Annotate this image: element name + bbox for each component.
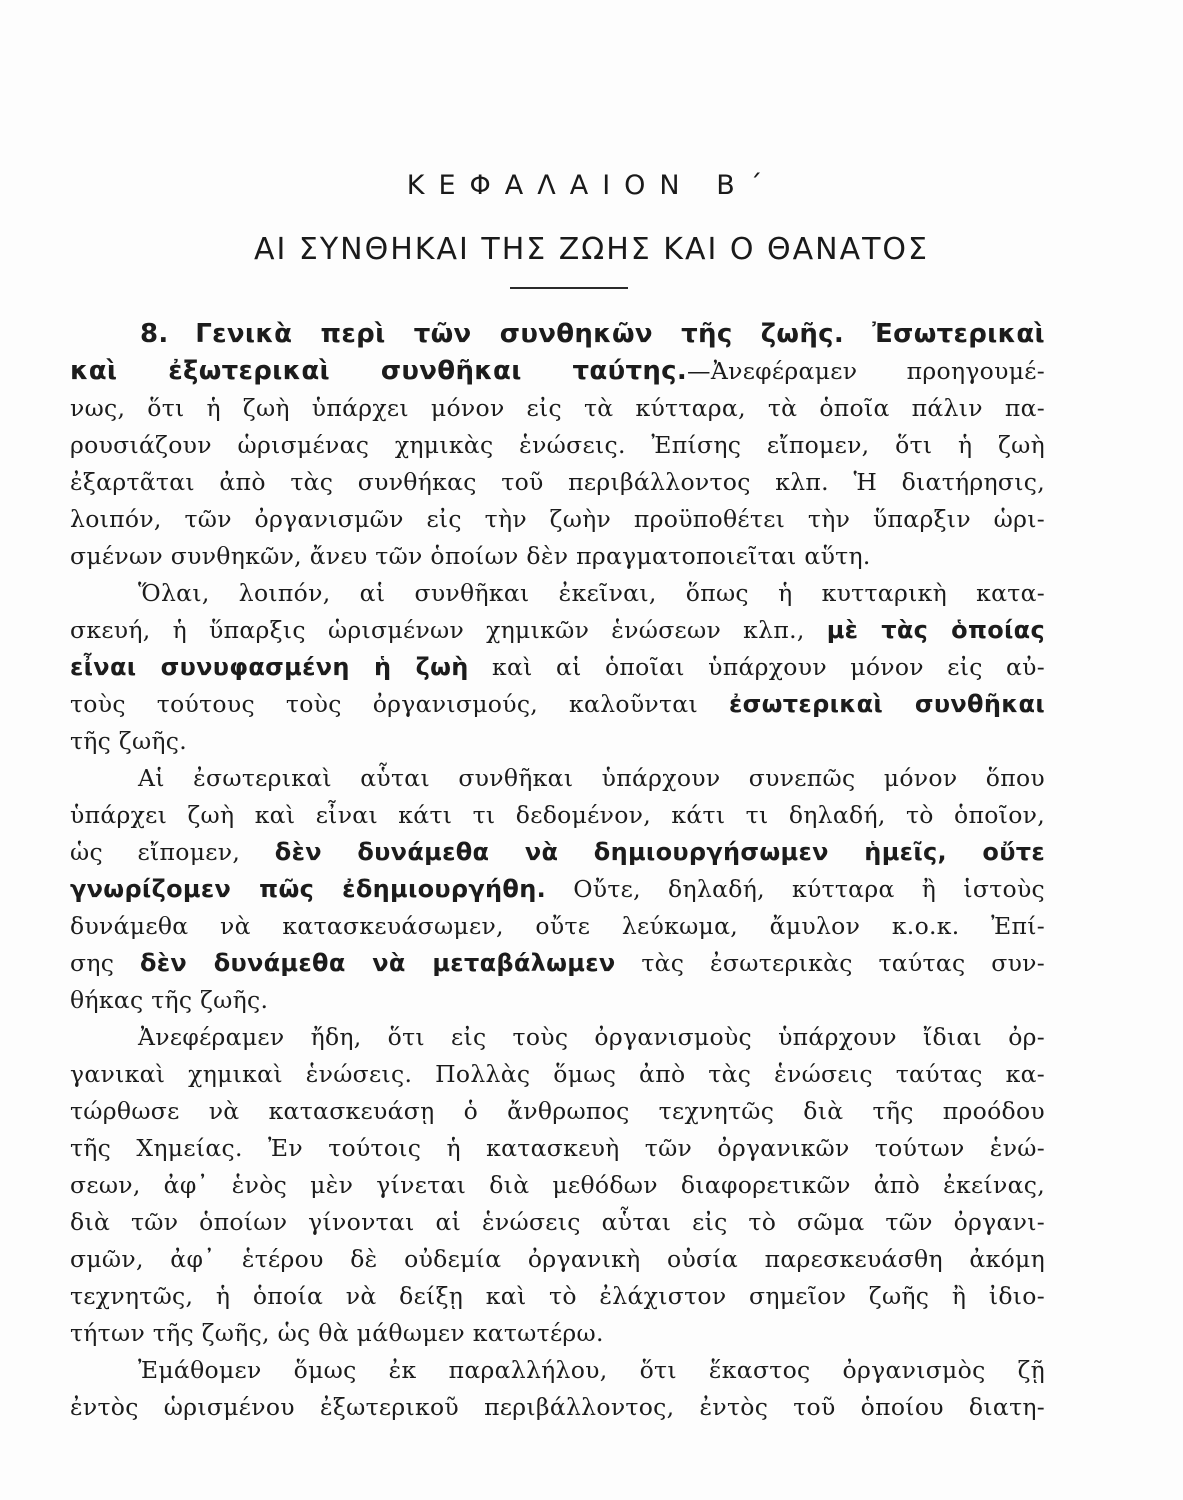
text-line: τῆς ζωῆς. bbox=[70, 727, 188, 755]
section-heading: Γενικὰ περὶ τῶν συνθηκῶν τῆς ζωῆς. Ἐσωτερικαὶ bbox=[195, 319, 1045, 349]
text-line: σμῶν, ἀφ᾿ ἑτέρου δὲ οὐδεμία ὀργανικὴ οὐσία παρεσκευάσθη ἀκόμη bbox=[70, 1245, 1045, 1273]
text-line bbox=[70, 612, 1045, 649]
text-line: ἐντὸς ὡρισμένου ἐξωτερικοῦ περιβάλλοντος, ἐντὸς τοῦ ὁποίου διατη- bbox=[70, 1393, 1045, 1421]
text-line: Ὅλαι, λοιπόν, αἱ συνθῆκαι ἐκεῖναι, ὅπως ἡ κυτταρικὴ κατα- bbox=[138, 579, 1045, 607]
text-line: τῆς Χημείας. Ἐν τούτοις ἡ κατασκευὴ τῶν ὀργανικῶν τούτων ἑνώ- bbox=[70, 1134, 1045, 1162]
text-line bbox=[70, 353, 1045, 390]
text-line: λοιπόν, τῶν ὀργανισμῶν εἰς τὴν ζωὴν προϋποθέτει τὴν ὕπαρξιν ὡρι- bbox=[70, 505, 1045, 533]
text-line: σμένων συνθηκῶν, ἄνευ τῶν ὁποίων δὲν πραγματοποιεῖται αὕτη. bbox=[70, 542, 871, 570]
bold-span: γνωρίζομεν πῶς ἐδημιουργήθη. bbox=[70, 875, 547, 903]
text-line: τώρθωσε νὰ κατασκευάσῃ ὁ ἄνθρωπος τεχνητῶς διὰ τῆς προόδου bbox=[70, 1097, 1045, 1125]
text-span: Οὔτε, δηλαδή, κύτταρα ἢ ἱστοὺς bbox=[573, 875, 1045, 903]
text-line bbox=[70, 945, 1045, 982]
text-line bbox=[70, 834, 1045, 871]
text-line: ἐξαρτᾶται ἀπὸ τὰς συνθήκας τοῦ περιβάλλοντος κλπ. Ἡ διατήρησις, bbox=[70, 468, 1045, 496]
text-line: νως, ὅτι ἡ ζωὴ ὑπάρχει μόνον εἰς τὰ κύτταρα, τὰ ὁποῖα πάλιν πα- bbox=[70, 394, 1045, 422]
chapter-title: ΑΙ ΣΥΝΘΗΚΑΙ ΤΗΣ ΖΩΗΣ ΚΑΙ Ο ΘΑΝΑΤΟΣ bbox=[253, 232, 929, 267]
text-span: ὡς εἴπομεν, bbox=[70, 838, 241, 866]
text-line: δυνάμεθα νὰ κατασκευάσωμεν, οὔτε λεύκωμα, ἄμυλον κ.ο.κ. Ἐπί- bbox=[70, 912, 1045, 940]
text-line bbox=[70, 871, 1045, 908]
section-heading-line bbox=[70, 316, 1045, 353]
bold-span: δὲν δυνάμεθα νὰ δημιουργήσωμεν ἡμεῖς, οὔτε bbox=[274, 838, 1045, 866]
text-line: σεων, ἀφ᾿ ἑνὸς μὲν γίνεται διὰ μεθόδων διαφορετικῶν ἀπὸ ἐκείνας, bbox=[70, 1171, 1045, 1199]
text-span: τοὺς τούτους τοὺς ὀργανισμούς, καλοῦνται bbox=[70, 690, 698, 718]
text-line: γανικαὶ χημικαὶ ἑνώσεις. Πολλὰς ὅμως ἀπὸ τὰς ἑνώσεις ταύτας κα- bbox=[70, 1060, 1045, 1088]
text-span: καὶ αἱ ὁποῖαι ὑπάρχουν μόνον εἰς αὐ- bbox=[491, 653, 1045, 681]
text-span: σης bbox=[70, 949, 115, 977]
text-line: τεχνητῶς, ἡ ὁποία νὰ δείξῃ καὶ τὸ ἐλάχιστον σημεῖον ζωῆς ἢ ἰδιο- bbox=[70, 1282, 1045, 1310]
chapter-label: ΚΕΦΑΛΑΙΟΝ Β΄ bbox=[406, 170, 777, 201]
bold-span: μὲ τὰς ὁποίας bbox=[826, 616, 1045, 644]
bold-span: εἶναι συνυφασμένη ἡ ζωὴ bbox=[70, 653, 469, 681]
bold-span: δὲν δυνάμεθα νὰ μεταβάλωμεν bbox=[139, 949, 616, 977]
text-line: ὑπάρχει ζωὴ καὶ εἶναι κάτι τι δεδομένον, κάτι τι δηλαδή, τὸ ὁποῖον, bbox=[70, 801, 1045, 829]
text-line: τήτων τῆς ζωῆς, ὡς θὰ μάθωμεν κατωτέρω. bbox=[70, 1319, 604, 1347]
text-span: τὰς ἐσωτερικὰς ταύτας συν- bbox=[641, 949, 1045, 977]
section-number: 8. bbox=[140, 319, 169, 349]
text-line: θήκας τῆς ζωῆς. bbox=[70, 986, 269, 1014]
text-line: Αἱ ἐσωτερικαὶ αὗται συνθῆκαι ὑπάρχουν συνεπῶς μόνον ὅπου bbox=[138, 764, 1045, 792]
text-span: σκευή, ἡ ὕπαρξις ὡρισμένων χημικῶν ἑνώσεων κλπ., bbox=[70, 616, 805, 644]
text-line bbox=[70, 686, 1045, 723]
text-line: Ἀνεφέραμεν ἤδη, ὅτι εἰς τοὺς ὀργανισμοὺς ὑπάρχουν ἴδιαι ὀρ- bbox=[138, 1023, 1045, 1051]
text-line: ρουσιάζουν ὡρισμένας χημικὰς ἑνώσεις. Ἐπίσης εἴπομεν, ὅτι ἡ ζωὴ bbox=[70, 431, 1045, 459]
bold-span: ἐσωτερικαὶ συνθῆκαι bbox=[729, 690, 1045, 718]
text-span: —Ἀνεφέραμεν προηγουμέ- bbox=[687, 357, 1046, 385]
text-line: Ἐμάθομεν ὅμως ἐκ παραλλήλου, ὅτι ἕκαστος ὀργανισμὸς ζῇ bbox=[138, 1356, 1045, 1384]
text-line: διὰ τῶν ὁποίων γίνονται αἱ ἑνώσεις αὗται εἰς τὸ σῶμα τῶν ὀργανι- bbox=[70, 1208, 1045, 1236]
section-heading-cont: καὶ ἐξωτερικαὶ συνθῆκαι ταύτης. bbox=[70, 356, 688, 386]
text-line bbox=[70, 649, 1045, 686]
title-divider bbox=[510, 287, 628, 289]
body-text bbox=[70, 316, 1045, 1426]
